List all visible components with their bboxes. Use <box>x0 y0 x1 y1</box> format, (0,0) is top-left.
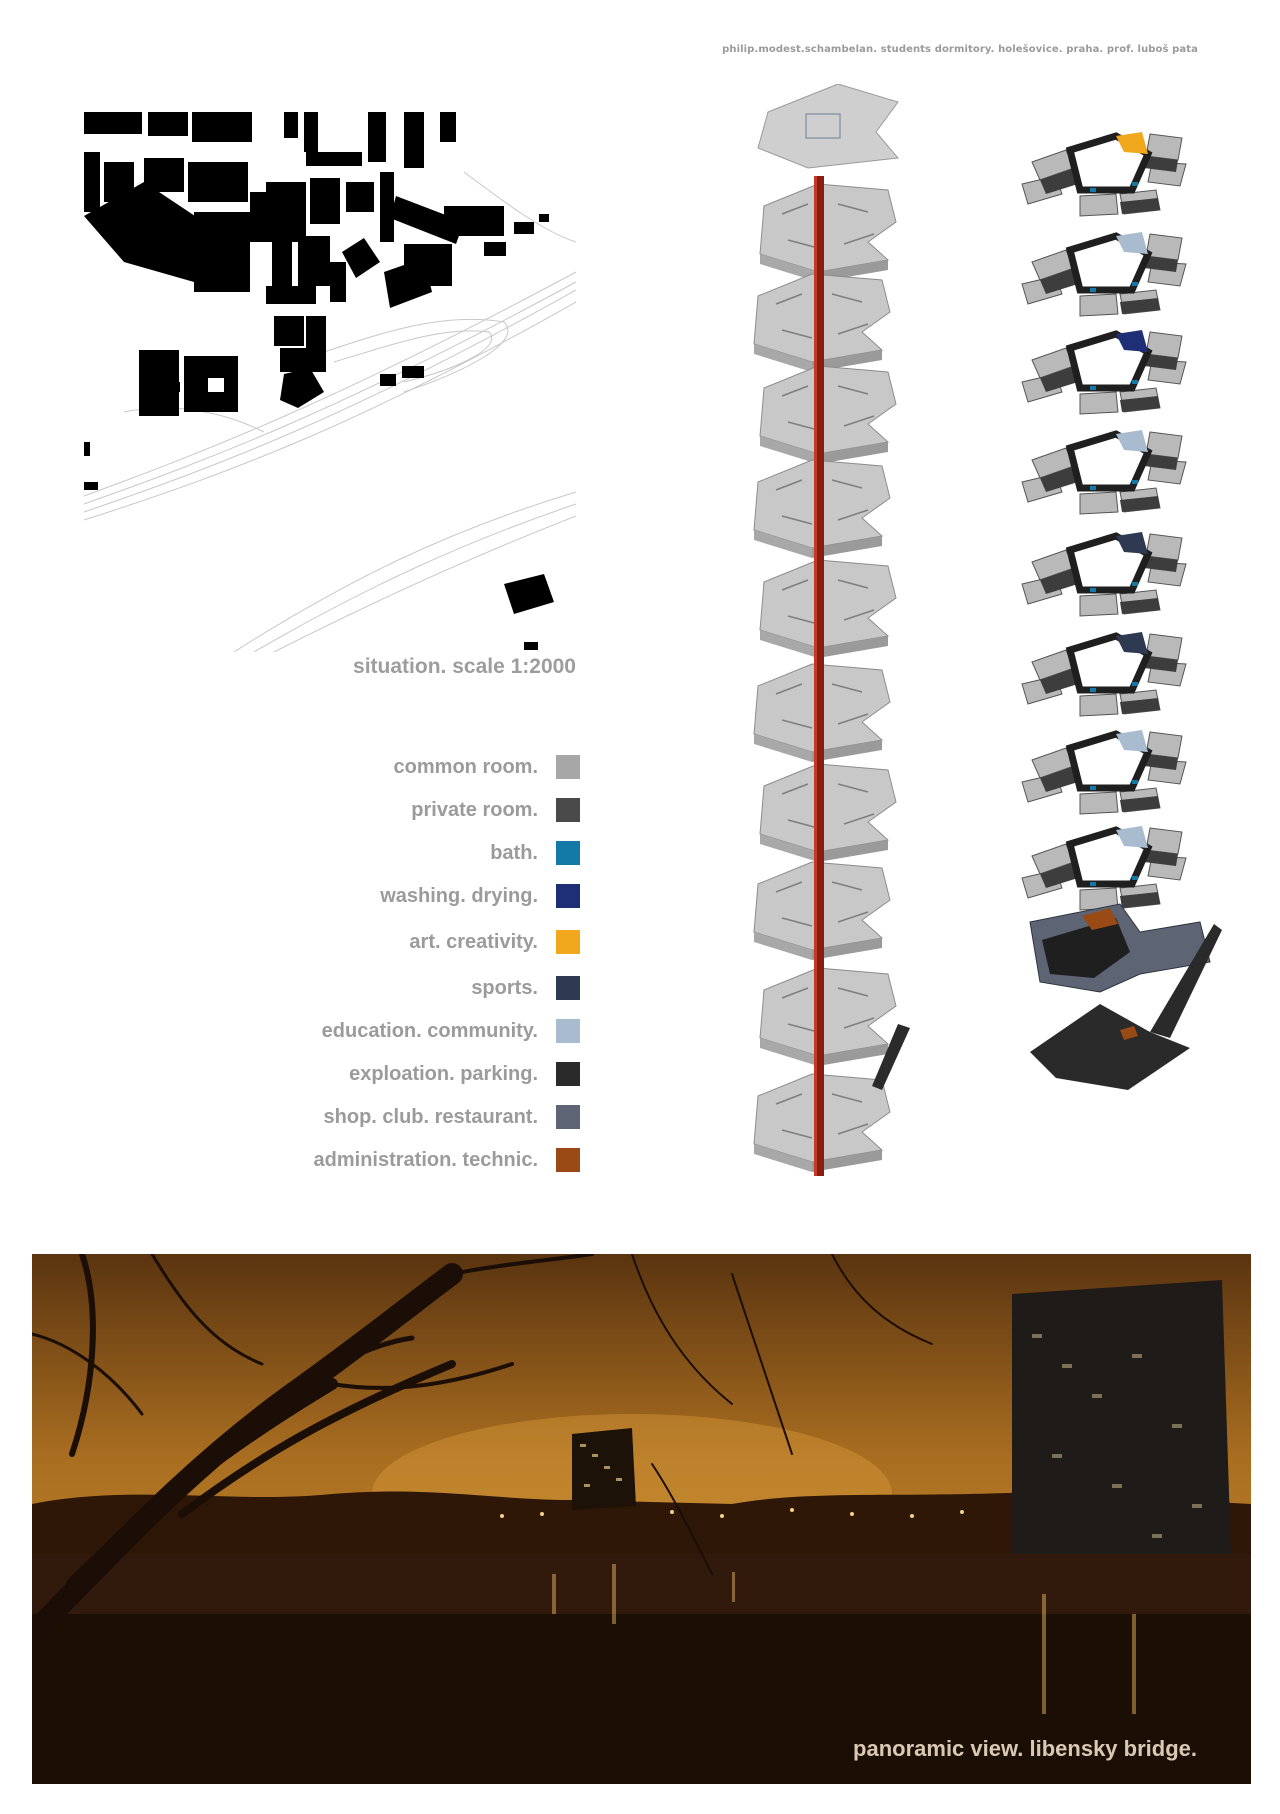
plan-wing <box>1146 134 1182 160</box>
legend-label: washing. drying. <box>380 884 538 907</box>
plan-bath <box>1132 582 1138 586</box>
legend-item-bath <box>490 840 580 866</box>
floor-slab <box>760 764 896 852</box>
axonometric-drawing <box>748 84 948 1194</box>
legend-label: private room. <box>411 798 538 821</box>
legend-swatch <box>556 1062 580 1086</box>
legend-item-private-room <box>411 797 580 823</box>
floor-slab <box>760 968 896 1056</box>
plan-accent-room <box>1116 826 1148 848</box>
plan-wing <box>1080 792 1118 814</box>
legend-label: art. creativity. <box>409 930 538 953</box>
legend-swatch <box>556 841 580 865</box>
author-credit: philip.modest.schambelan. students dormitory. holešovice. praha. prof. luboš pata <box>722 44 1198 55</box>
plan-wing <box>1080 392 1118 414</box>
floor-slab <box>760 366 896 454</box>
night-panorama <box>32 1254 1251 1784</box>
plan-bath <box>1132 282 1138 286</box>
elevator-core-highlight <box>814 176 817 1176</box>
plan-bath <box>1090 688 1096 692</box>
situation-caption: situation. scale 1:2000 <box>353 655 576 678</box>
plan-wing <box>1080 492 1118 514</box>
legend-item-education-community <box>322 1018 580 1044</box>
legend-label: education. community. <box>321 1019 538 1042</box>
plan-accent-room <box>1116 232 1148 254</box>
plan-wing <box>1146 634 1182 660</box>
legend-label: sports. <box>471 976 538 999</box>
plan-accent-room <box>1116 532 1148 554</box>
plan-bath <box>1132 380 1138 384</box>
plan-wing <box>1146 432 1182 458</box>
plan-bath <box>1090 882 1096 886</box>
legend-label: exploation. parking. <box>349 1062 538 1085</box>
legend-item-washing-drying <box>380 883 580 909</box>
legend-item-sports <box>471 975 580 1001</box>
legend-swatch <box>556 930 580 954</box>
situation-map-drawing <box>84 112 576 652</box>
plan-bath <box>1132 876 1138 880</box>
plan-accent-room <box>1116 730 1148 752</box>
plan-accent-room <box>1116 430 1148 452</box>
floor-plans <box>1020 132 1230 1152</box>
legend-swatch <box>556 976 580 1000</box>
plan-accent-room <box>1116 330 1148 352</box>
plan-wing <box>1146 732 1182 758</box>
plan-bath <box>1132 780 1138 784</box>
plan-bath <box>1132 182 1138 186</box>
legend-item-administration-technic <box>314 1147 580 1173</box>
plan-accent-room <box>1116 132 1148 154</box>
panoramic-photo <box>32 1254 1251 1784</box>
plan-wing <box>1080 694 1118 716</box>
legend-swatch <box>556 798 580 822</box>
legend-label: administration. technic. <box>313 1148 538 1171</box>
legend-item-common-room <box>394 754 580 780</box>
plan-wing <box>1146 332 1182 358</box>
legend-label: common room. <box>393 755 538 778</box>
situation-map <box>84 112 576 652</box>
plan-bath <box>1090 288 1096 292</box>
legend-label: shop. club. restaurant. <box>323 1105 538 1128</box>
plan-bath <box>1090 588 1096 592</box>
photo-caption: panoramic view. libensky bridge. <box>853 1736 1197 1761</box>
legend-swatch <box>556 755 580 779</box>
legend-swatch <box>556 1148 580 1172</box>
floor-plans-drawing <box>1020 132 1230 1152</box>
plan-wing <box>1080 194 1118 216</box>
exploded-axonometric <box>748 84 948 1194</box>
floor-slab <box>760 184 896 272</box>
plan-wing <box>1146 234 1182 260</box>
plan-bath <box>1090 386 1096 390</box>
plan-wing <box>1146 828 1182 854</box>
plan-bath <box>1090 786 1096 790</box>
access-ramp <box>872 1024 910 1090</box>
legend-item-exploation-parking <box>349 1061 580 1087</box>
plan-wing <box>1146 534 1182 560</box>
legend-swatch <box>556 1019 580 1043</box>
legend-item-shop-club-restaurant <box>324 1104 580 1130</box>
legend-item-art-creativity <box>409 929 580 955</box>
plan-bath <box>1132 480 1138 484</box>
plan-wing <box>1080 294 1118 316</box>
plan-wing <box>1080 594 1118 616</box>
legend-swatch <box>556 1105 580 1129</box>
legend-label: bath. <box>490 841 538 864</box>
roof-slab <box>758 84 898 168</box>
legend-swatch <box>556 884 580 908</box>
floor-slab <box>760 560 896 648</box>
plan-accent-room <box>1116 632 1148 654</box>
plan-bath <box>1132 682 1138 686</box>
plan-bath <box>1090 188 1096 192</box>
plan-bath <box>1090 486 1096 490</box>
